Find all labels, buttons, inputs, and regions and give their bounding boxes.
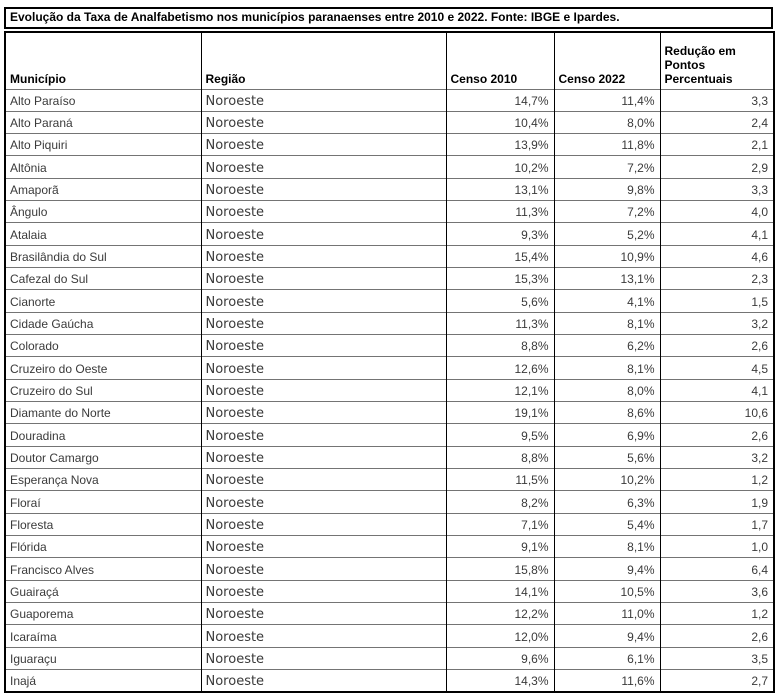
cell-municipio: Floraí [5, 491, 201, 513]
cell-censo-2022: 11,6% [554, 670, 660, 692]
cell-regiao: Noroeste [201, 603, 446, 625]
cell-censo-2010: 14,3% [446, 670, 554, 692]
cell-municipio: Brasilândia do Sul [5, 245, 201, 267]
cell-reducao: 4,1 [660, 223, 774, 245]
cell-censo-2022: 8,1% [554, 312, 660, 334]
cell-regiao: Noroeste [201, 201, 446, 223]
table-row [5, 245, 774, 267]
cell-censo-2010: 19,1% [446, 402, 554, 424]
cell-regiao: Noroeste [201, 647, 446, 669]
header-row [5, 32, 774, 89]
cell-regiao: Noroeste [201, 268, 446, 290]
cell-municipio: Diamante do Norte [5, 402, 201, 424]
cell-reducao: 2,3 [660, 268, 774, 290]
cell-censo-2022: 8,0% [554, 111, 660, 133]
cell-reducao: 4,0 [660, 201, 774, 223]
cell-regiao: Noroeste [201, 558, 446, 580]
table-row [5, 469, 774, 491]
cell-municipio: Guairaçá [5, 580, 201, 602]
cell-censo-2022: 8,0% [554, 379, 660, 401]
cell-regiao: Noroeste [201, 245, 446, 267]
table-row [5, 357, 774, 379]
cell-censo-2022: 11,0% [554, 603, 660, 625]
cell-censo-2022: 8,1% [554, 536, 660, 558]
table-row [5, 491, 774, 513]
cell-reducao: 1,2 [660, 603, 774, 625]
data-table [4, 31, 775, 693]
cell-municipio: Cafezal do Sul [5, 268, 201, 290]
report-title: Evolução da Taxa de Analfabetismo nos municípios paranaenses entre 2010 e 2022. Fonte: IBGE e Ipardes. [4, 7, 773, 29]
cell-censo-2022: 9,4% [554, 625, 660, 647]
table-row [5, 513, 774, 535]
cell-censo-2010: 14,7% [446, 89, 554, 111]
cell-municipio: Floresta [5, 513, 201, 535]
cell-regiao: Noroeste [201, 379, 446, 401]
table-row [5, 111, 774, 133]
cell-municipio: Douradina [5, 424, 201, 446]
cell-censo-2010: 9,3% [446, 223, 554, 245]
cell-censo-2022: 9,4% [554, 558, 660, 580]
cell-censo-2010: 10,2% [446, 156, 554, 178]
cell-censo-2010: 13,1% [446, 178, 554, 200]
cell-municipio: Alto Paraná [5, 111, 201, 133]
cell-municipio: Cruzeiro do Oeste [5, 357, 201, 379]
cell-censo-2010: 12,6% [446, 357, 554, 379]
table-row [5, 536, 774, 558]
cell-censo-2022: 5,6% [554, 446, 660, 468]
cell-reducao: 6,4 [660, 558, 774, 580]
cell-reducao: 3,3 [660, 178, 774, 200]
table-row [5, 580, 774, 602]
cell-reducao: 4,5 [660, 357, 774, 379]
cell-censo-2010: 8,2% [446, 491, 554, 513]
cell-censo-2022: 10,5% [554, 580, 660, 602]
cell-reducao: 3,3 [660, 89, 774, 111]
cell-reducao: 3,2 [660, 312, 774, 334]
cell-censo-2022: 8,1% [554, 357, 660, 379]
cell-reducao: 1,5 [660, 290, 774, 312]
table-row [5, 335, 774, 357]
cell-censo-2022: 4,1% [554, 290, 660, 312]
table-row [5, 134, 774, 156]
cell-censo-2022: 5,2% [554, 223, 660, 245]
cell-regiao: Noroeste [201, 513, 446, 535]
cell-reducao: 1,0 [660, 536, 774, 558]
cell-censo-2010: 9,6% [446, 647, 554, 669]
cell-censo-2022: 6,1% [554, 647, 660, 669]
cell-reducao: 2,7 [660, 670, 774, 692]
cell-municipio: Amaporã [5, 178, 201, 200]
cell-censo-2010: 11,5% [446, 469, 554, 491]
cell-censo-2010: 9,1% [446, 536, 554, 558]
cell-censo-2022: 10,2% [554, 469, 660, 491]
table-row [5, 268, 774, 290]
cell-municipio: Atalaia [5, 223, 201, 245]
cell-municipio: Guaporema [5, 603, 201, 625]
cell-municipio: Francisco Alves [5, 558, 201, 580]
cell-censo-2010: 11,3% [446, 201, 554, 223]
cell-municipio: Iguaraçu [5, 647, 201, 669]
cell-municipio: Alto Paraíso [5, 89, 201, 111]
table-row [5, 178, 774, 200]
cell-reducao: 2,4 [660, 111, 774, 133]
table-row [5, 223, 774, 245]
column-header-reducao: Redução em Pontos Percentuais [660, 32, 774, 89]
cell-censo-2010: 15,4% [446, 245, 554, 267]
cell-censo-2010: 10,4% [446, 111, 554, 133]
table-row [5, 424, 774, 446]
cell-regiao: Noroeste [201, 223, 446, 245]
cell-reducao: 2,6 [660, 424, 774, 446]
cell-regiao: Noroeste [201, 357, 446, 379]
table-row [5, 603, 774, 625]
cell-municipio: Esperança Nova [5, 469, 201, 491]
cell-censo-2022: 5,4% [554, 513, 660, 535]
column-header-censo-2022: Censo 2022 [554, 32, 660, 89]
cell-reducao: 1,2 [660, 469, 774, 491]
cell-censo-2010: 12,1% [446, 379, 554, 401]
cell-regiao: Noroeste [201, 446, 446, 468]
cell-censo-2022: 7,2% [554, 156, 660, 178]
table-header [5, 32, 774, 89]
cell-regiao: Noroeste [201, 469, 446, 491]
cell-regiao: Noroeste [201, 89, 446, 111]
cell-reducao: 4,6 [660, 245, 774, 267]
cell-censo-2022: 8,6% [554, 402, 660, 424]
cell-censo-2022: 6,9% [554, 424, 660, 446]
cell-reducao: 3,6 [660, 580, 774, 602]
table-row [5, 402, 774, 424]
cell-censo-2010: 12,0% [446, 625, 554, 647]
cell-municipio: Inajá [5, 670, 201, 692]
cell-censo-2022: 9,8% [554, 178, 660, 200]
table-row [5, 156, 774, 178]
cell-censo-2010: 12,2% [446, 603, 554, 625]
cell-regiao: Noroeste [201, 290, 446, 312]
cell-censo-2022: 11,8% [554, 134, 660, 156]
cell-censo-2010: 8,8% [446, 446, 554, 468]
column-header-censo-2010: Censo 2010 [446, 32, 554, 89]
cell-reducao: 3,2 [660, 446, 774, 468]
cell-regiao: Noroeste [201, 536, 446, 558]
cell-censo-2010: 15,3% [446, 268, 554, 290]
table-row [5, 89, 774, 111]
cell-municipio: Colorado [5, 335, 201, 357]
table-body [5, 89, 774, 692]
cell-reducao: 2,1 [660, 134, 774, 156]
cell-censo-2010: 11,3% [446, 312, 554, 334]
cell-regiao: Noroeste [201, 402, 446, 424]
cell-regiao: Noroeste [201, 580, 446, 602]
cell-reducao: 4,1 [660, 379, 774, 401]
cell-censo-2022: 13,1% [554, 268, 660, 290]
cell-reducao: 2,6 [660, 335, 774, 357]
cell-regiao: Noroeste [201, 178, 446, 200]
cell-censo-2022: 6,3% [554, 491, 660, 513]
cell-censo-2022: 6,2% [554, 335, 660, 357]
cell-municipio: Icaraíma [5, 625, 201, 647]
cell-censo-2010: 7,1% [446, 513, 554, 535]
cell-municipio: Ângulo [5, 201, 201, 223]
cell-regiao: Noroeste [201, 670, 446, 692]
cell-censo-2010: 13,9% [446, 134, 554, 156]
cell-censo-2010: 14,1% [446, 580, 554, 602]
table-row [5, 558, 774, 580]
column-header-regiao: Região [201, 32, 446, 89]
cell-censo-2022: 7,2% [554, 201, 660, 223]
cell-regiao: Noroeste [201, 111, 446, 133]
cell-municipio: Alto Piquiri [5, 134, 201, 156]
cell-censo-2010: 8,8% [446, 335, 554, 357]
cell-regiao: Noroeste [201, 491, 446, 513]
cell-reducao: 2,6 [660, 625, 774, 647]
cell-censo-2010: 9,5% [446, 424, 554, 446]
cell-reducao: 1,7 [660, 513, 774, 535]
cell-regiao: Noroeste [201, 625, 446, 647]
table-row [5, 201, 774, 223]
cell-regiao: Noroeste [201, 134, 446, 156]
cell-regiao: Noroeste [201, 156, 446, 178]
table-row [5, 290, 774, 312]
table-row [5, 647, 774, 669]
cell-municipio: Flórida [5, 536, 201, 558]
table-row [5, 379, 774, 401]
table-row [5, 312, 774, 334]
cell-regiao: Noroeste [201, 312, 446, 334]
table-row [5, 670, 774, 692]
table-row [5, 625, 774, 647]
cell-municipio: Cidade Gaúcha [5, 312, 201, 334]
cell-censo-2010: 15,8% [446, 558, 554, 580]
cell-reducao: 1,9 [660, 491, 774, 513]
column-header-municipio: Município [5, 32, 201, 89]
cell-regiao: Noroeste [201, 424, 446, 446]
cell-municipio: Cruzeiro do Sul [5, 379, 201, 401]
cell-reducao: 10,6 [660, 402, 774, 424]
cell-reducao: 3,5 [660, 647, 774, 669]
cell-municipio: Cianorte [5, 290, 201, 312]
cell-regiao: Noroeste [201, 335, 446, 357]
cell-censo-2022: 10,9% [554, 245, 660, 267]
table-row [5, 446, 774, 468]
cell-censo-2010: 5,6% [446, 290, 554, 312]
cell-censo-2022: 11,4% [554, 89, 660, 111]
cell-municipio: Doutor Camargo [5, 446, 201, 468]
cell-reducao: 2,9 [660, 156, 774, 178]
cell-municipio: Altônia [5, 156, 201, 178]
